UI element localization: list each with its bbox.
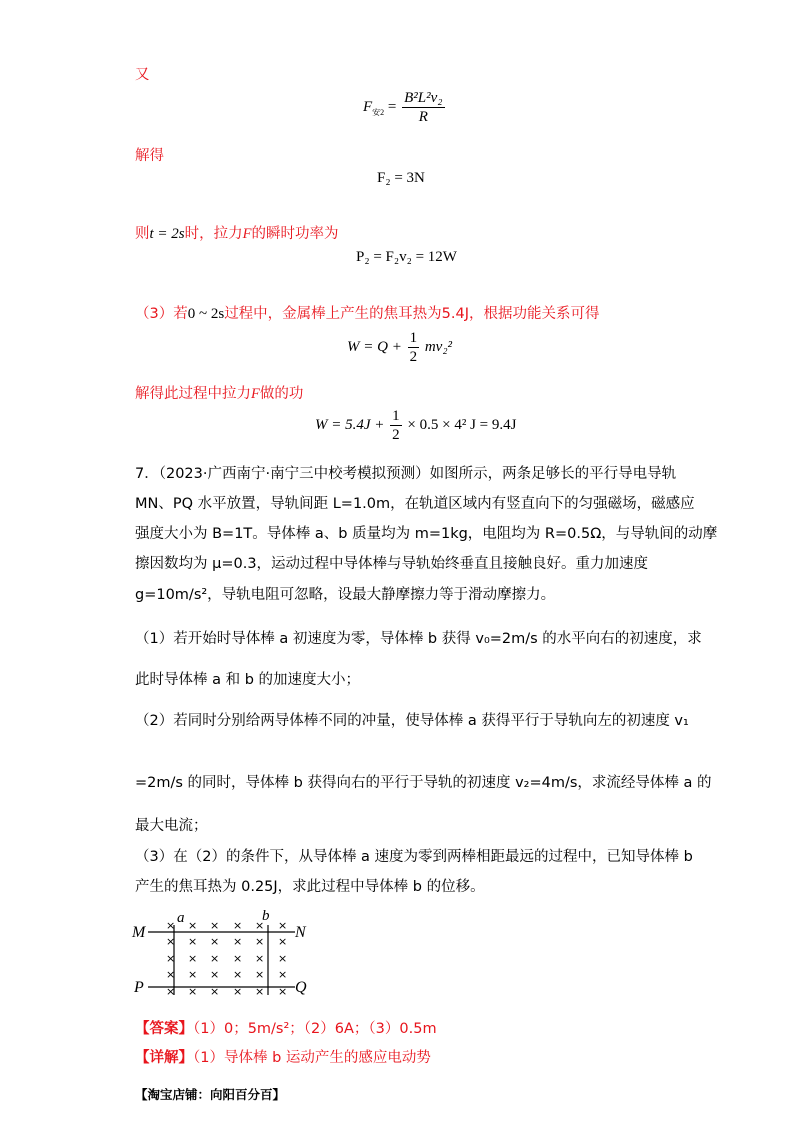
label-q: Q [295,979,307,996]
field-cross: × [278,952,288,965]
answer-text: （1）0；5m/s²；（2）6A；（3）0.5m [193,1021,437,1037]
field-cross: × [233,919,243,932]
eq1-lhs-sub: 安2 [372,107,385,117]
subquestion-1-line-1: （1）若开始时导体棒 a 初速度为零，导体棒 b 获得 v₀=2m/s 的水平向右的初速度，求 [135,631,702,647]
eq1-fraction [402,90,444,125]
eq5-numerator: 1 [392,408,400,424]
field-cross: × [166,935,176,948]
field-cross: × [255,952,265,965]
field-cross: × [255,935,265,948]
field-cross: × [255,985,265,998]
question-7-line-1: 7．（2023·广西南宁·南宁三中校考模拟预测）如图所示，两条足够长的平行导电导轨 [135,466,677,482]
subquestion-2-line-3: 最大电流； [135,818,208,834]
field-cross: × [255,968,265,981]
label-b: b [262,908,270,924]
field-cross: × [188,919,198,932]
field-cross: × [166,985,176,998]
text-part3-intro [135,302,600,323]
label-p: P [134,979,144,996]
field-cross: × [233,935,243,948]
p3-pre: 则 [135,226,150,242]
eq5-denominator: 2 [392,427,400,443]
p5-force-symbol: F [251,386,260,402]
subquestion-3-line-1: （3）在（2）的条件下，从导体棒 a 速度为零到两棒相距最远的过程中，已知导体棒 b [135,849,693,865]
detail-text: （1）导体棒 b 运动产生的感应电动势 [193,1050,431,1066]
field-cross: × [210,952,220,965]
p3-math: t = 2s [149,226,185,242]
field-cross: × [166,952,176,965]
equation-power: P₂ = F₂v₂ = 12W [356,249,457,265]
field-cross: × [278,968,288,981]
field-cross: × [210,935,220,948]
field-cross: × [188,935,198,948]
detail-line [135,1046,431,1067]
text-solve: 解得 [135,148,164,164]
field-cross: × [210,985,220,998]
p5-pre: 解得此过程中拉力 [135,386,251,402]
answer-tag: 【答案】 [135,1021,193,1037]
eq4-fraction [408,330,420,365]
p5-post: 做的功 [259,386,304,402]
field-cross: × [255,919,265,932]
field-cross: × [166,919,176,932]
text-work-intro [135,382,303,403]
subquestion-2-line-1: （2）若同时分别给两导体棒不同的冲量，使导体棒 a 获得平行于导轨向左的初速度 v₁ [135,713,689,729]
p3-post2: 的瞬时功率为 [251,226,339,242]
field-cross: × [210,968,220,981]
magnetic-field-crosses [166,919,287,998]
field-cross: × [278,935,288,948]
label-m: M [132,924,146,941]
question-7-line-4: 擦因数均为 μ=0.3，运动过程中导体棒与导轨始终垂直且接触良好。重力加速度 [135,556,649,572]
equation-work [315,408,516,443]
detail-tag: 【详解】 [135,1050,193,1066]
equation-force-2 [363,90,447,125]
eq1-equals: = [387,98,397,115]
eq5-fraction [390,408,402,443]
equation-energy [347,330,452,365]
question-7-line-5: g=10m/s²，导轨电阻可忽略，设最大静摩擦力等于滑动摩擦力。 [135,587,556,603]
p4-post: 过程中，金属棒上产生的焦耳热为5.4J，根据功能关系可得 [224,306,600,322]
subquestion-2-line-2: =2m/s 的同时，导体棒 b 获得向右的平行于导轨的初速度 v₂=4m/s，求流经导体棒 a 的 [135,775,712,791]
p3-force-symbol: F [242,226,252,242]
equation-f2: F₂ = 3N [377,170,425,186]
subquestion-1-line-2: 此时导体棒 a 和 b 的加速度大小； [135,672,361,688]
field-cross: × [166,968,176,981]
text-you: 又 [135,67,150,83]
eq5-rhs: × 0.5 × 4² J = 9.4J [407,416,517,433]
eq1-numerator: B²L²v₂ [404,90,443,106]
field-cross: × [233,952,243,965]
eq4-lhs: W = Q + [347,338,402,355]
eq1-denominator: R [418,109,428,125]
text-power-intro [135,222,339,243]
p4-pre: （3）若 [135,306,188,322]
question-7-line-2: MN、PQ 水平放置，导轨间距 L=1.0m，在轨道区域内有竖直向下的匀强磁场，磁感应 [135,496,695,512]
eq5-lhs: W = 5.4J + [315,416,385,433]
label-a: a [177,910,185,926]
subquestion-3-line-2: 产生的焦耳热为 0.25J，求此过程中导体棒 b 的位移。 [135,879,485,895]
eq1-lhs: F [363,98,373,115]
field-cross: × [278,919,288,932]
label-n: N [295,924,306,941]
field-cross: × [188,952,198,965]
field-cross: × [233,968,243,981]
field-cross: × [188,985,198,998]
field-cross: × [188,968,198,981]
field-cross: × [210,919,220,932]
question-7-line-3: 强度大小为 B=1T。导体棒 a、b 质量均为 m=1kg，电阻均为 R=0.5Ω，与导轨间的动摩 [135,526,718,542]
footer-shop: 【淘宝店铺：向阳百分百】 [135,1087,286,1102]
p3-post: 时，拉力 [184,226,243,242]
rail-diagram [130,905,320,1005]
eq4-rhs: mv₂² [424,338,453,355]
field-cross: × [233,985,243,998]
eq4-numerator: 1 [409,330,418,346]
field-cross: × [278,985,288,998]
answer-line [135,1017,437,1038]
p4-math: 0 ~ 2s [187,306,225,322]
eq4-denominator: 2 [409,349,418,365]
